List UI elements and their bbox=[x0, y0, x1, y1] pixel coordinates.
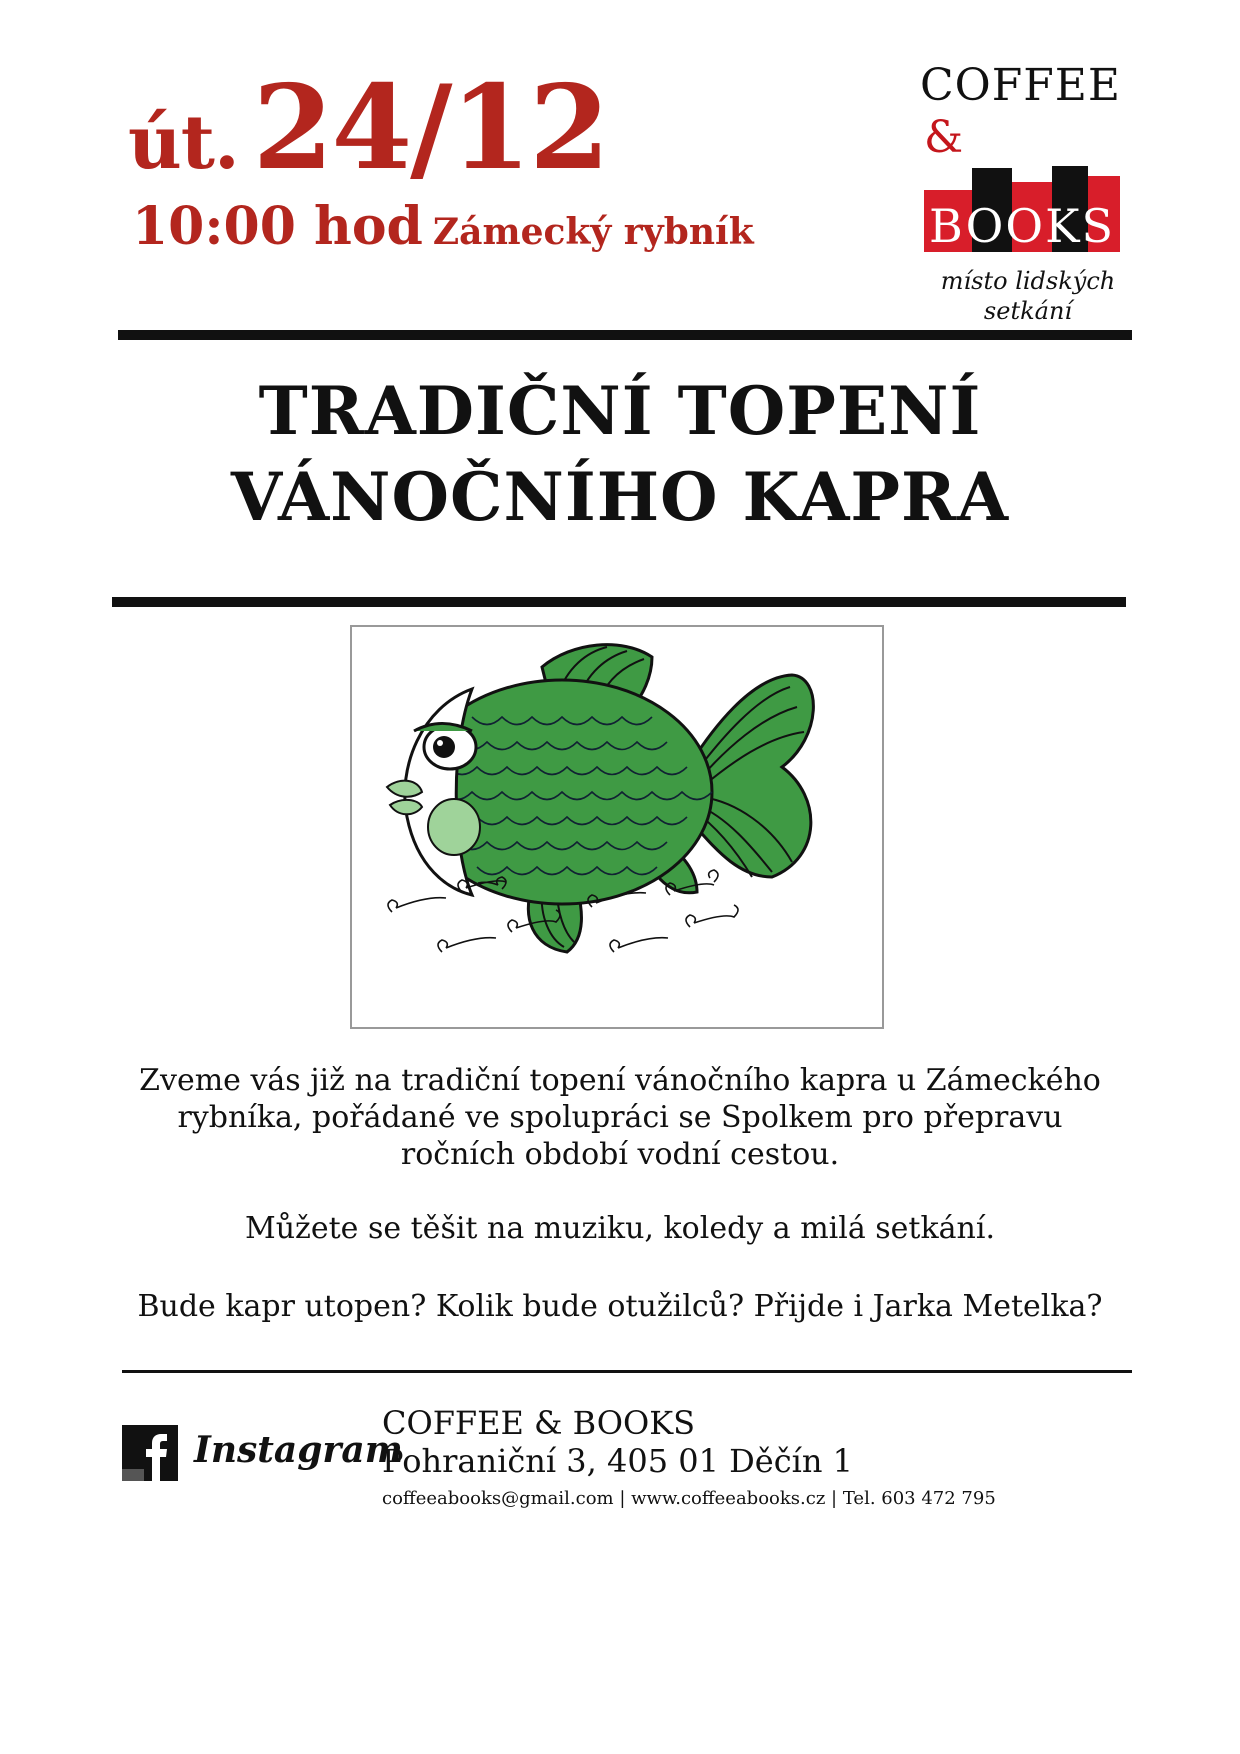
event-place: Zámecký rybník bbox=[432, 211, 754, 253]
event-title-line1: TRADIČNÍ TOPENÍ bbox=[258, 372, 982, 450]
middle-divider bbox=[112, 597, 1126, 607]
logo-tagline-line2: setkání bbox=[983, 297, 1073, 325]
event-title-line2: VÁNOČNÍHO KAPRA bbox=[230, 458, 1010, 536]
facebook-icon[interactable] bbox=[122, 1425, 178, 1481]
footer-divider bbox=[122, 1370, 1132, 1373]
date: 24/12 bbox=[252, 60, 608, 196]
logo-books-text bbox=[924, 160, 1120, 270]
questions-paragraph: Bude kapr utopen? Kolik bude otužilců? Přijde i Jarka Metelka? bbox=[137, 1289, 1103, 1324]
venue-address: Pohraniční 3, 405 01 Děčín 1 bbox=[382, 1442, 853, 1480]
invitation-paragraph bbox=[80, 1062, 1160, 1173]
instagram-label[interactable]: Instagram bbox=[194, 1429, 403, 1471]
event-time-place bbox=[132, 196, 754, 257]
invitation-line2: rybníka, pořádané ve spolupráci se Spolkem pro přepravu bbox=[177, 1100, 1063, 1135]
fish-drawing bbox=[352, 627, 882, 1027]
logo-books-label: BOOKS bbox=[929, 199, 1115, 253]
logo-coffee-text: COFFEE bbox=[920, 60, 1122, 111]
top-divider bbox=[118, 330, 1132, 340]
program-paragraph: Můžete se těšit na muziku, koledy a milá setkání. bbox=[245, 1211, 995, 1246]
day-of-week: út. bbox=[128, 100, 239, 186]
event-date bbox=[128, 60, 608, 196]
venue-name: COFFEE & BOOKS bbox=[382, 1404, 696, 1442]
invitation-line1: Zveme vás již na tradiční topení vánočního kapra u Zámeckého bbox=[139, 1063, 1101, 1098]
coffee-and-books-logo bbox=[920, 60, 1130, 325]
invitation-line3: ročních období vodní cestou. bbox=[400, 1137, 840, 1172]
fish-illustration bbox=[350, 625, 884, 1029]
event-time: 10:00 hod bbox=[132, 196, 423, 257]
logo-tagline bbox=[928, 266, 1128, 326]
venue-contacts: coffeeabooks@gmail.com | www.coffeeabooks.cz | Tel. 603 472 795 bbox=[382, 1488, 996, 1509]
logo-ampersand: & bbox=[924, 112, 964, 163]
logo-tagline-line1: místo lidských bbox=[940, 267, 1116, 295]
